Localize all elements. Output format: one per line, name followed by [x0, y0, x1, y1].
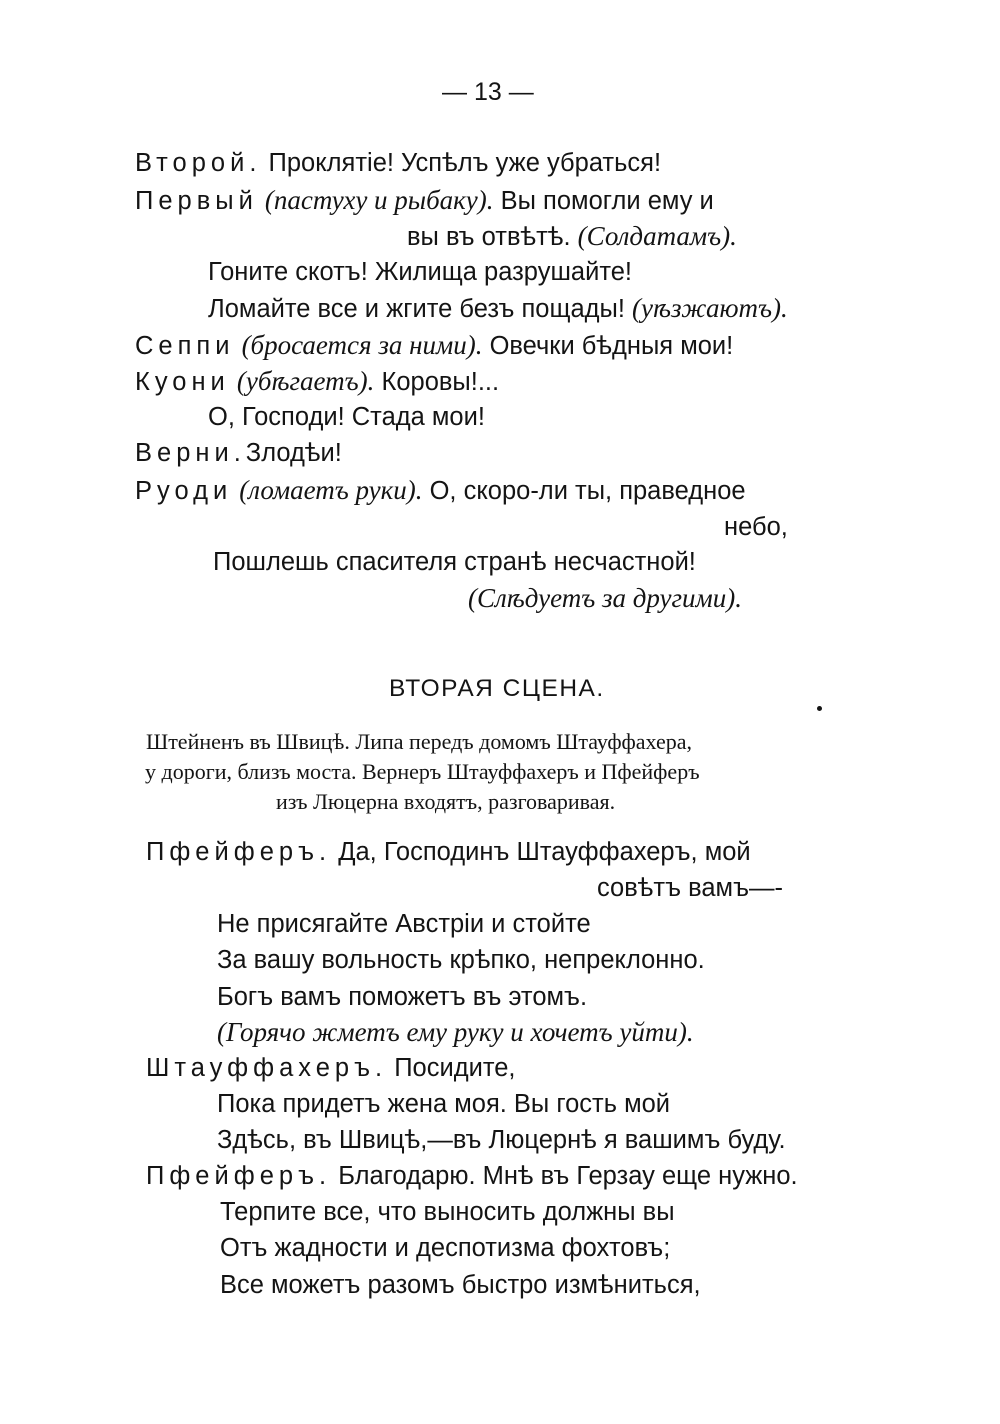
verse-line — [146, 837, 751, 867]
speaker-name: Пфейферъ. — [146, 1162, 332, 1190]
verse-text: Проклятіе! Успѣлъ уже убраться! — [268, 149, 662, 177]
verse-line: Богъ вамъ поможетъ въ этомъ. — [217, 983, 588, 1011]
verse-line: небо, — [724, 513, 788, 541]
verse-text: Посидите, — [394, 1054, 516, 1082]
stage-direction: (ломаетъ руки). — [239, 475, 423, 505]
stage-direction: (бросается за ними). — [241, 330, 483, 360]
speaker-name: Пфейферъ. — [146, 838, 332, 866]
speaker-name: Штауффахеръ. — [146, 1054, 388, 1082]
verse-line — [407, 221, 737, 252]
page-number: — 13 — — [442, 78, 534, 106]
speaker-name: Второй. — [135, 149, 262, 177]
verse-line: О, Господи! Стада мои! — [208, 403, 485, 431]
verse-line — [135, 366, 499, 397]
verse-text: Ломайте все и жгите безъ пощады! — [208, 295, 625, 323]
verse-line: Здѣсь, въ Швицѣ,—въ Люцернѣ я вашимъ буду. — [217, 1126, 786, 1154]
speaker-name: Руоди — [135, 477, 233, 505]
speaker-name: Сеппи — [135, 332, 235, 360]
verse-line — [135, 148, 661, 178]
verse-text: Овечки бѣдныя мои! — [489, 332, 734, 360]
speaker-name: Верни. — [135, 439, 246, 467]
verse-text: Коровы!... — [381, 368, 500, 396]
verse-line: Гоните скотъ! Жилища разрушайте! — [208, 258, 632, 286]
stage-direction: (пастуху и рыбаку). — [264, 185, 494, 215]
verse-text: вы въ отвѣтѣ. — [407, 223, 571, 251]
scene-direction-line: изъ Люцерна входятъ, разговаривая. — [276, 789, 616, 814]
stage-direction: (Слѣдуетъ за другими). — [468, 583, 743, 613]
verse-line: Терпите все, что выносить должны вы — [220, 1198, 675, 1226]
ink-dot — [817, 706, 822, 711]
scene-direction-line: у дороги, близъ моста. Вернеръ Штауффахеръ и Пфейферъ — [145, 759, 700, 784]
speaker-name: Куони — [135, 368, 230, 396]
verse-line — [135, 185, 714, 216]
verse-line: Пока придетъ жена моя. Вы гость мой — [217, 1090, 671, 1118]
verse-text: Благодарю. Мнѣ въ Герзау еще нужно. — [338, 1162, 798, 1190]
verse-text: Вы помогли ему и — [500, 187, 714, 215]
verse-line — [135, 438, 342, 468]
verse-text: О, скоро-ли ты, праведное — [429, 477, 746, 505]
stage-direction: (уѣзжаютъ). — [632, 293, 788, 323]
verse-line — [208, 293, 788, 324]
scene-heading: ВТОРАЯ СЦЕНА. — [389, 675, 605, 702]
verse-line: Пошлешь спасителя странѣ несчастной! — [213, 548, 696, 576]
verse-line: Не присягайте Австріи и стойте — [217, 910, 591, 938]
verse-line: За вашу вольность крѣпко, непреклонно. — [217, 946, 705, 974]
verse-text: Да, Господинъ Штауффахеръ, мой — [338, 838, 751, 866]
verse-text: Злодѣи! — [245, 439, 342, 467]
scene-direction-line: Штейненъ въ Швицѣ. Липа передъ домомъ Штауффахера, — [146, 729, 693, 754]
speaker-name: Первый — [135, 187, 258, 215]
verse-line: Отъ жадности и деспотизма фохтовъ; — [220, 1234, 671, 1262]
verse-line — [146, 1053, 516, 1083]
stage-direction: (убѣгаетъ). — [236, 366, 375, 396]
stage-direction: (Солдатамъ). — [577, 221, 737, 251]
verse-line: Все можетъ разомъ быстро измѣниться, — [220, 1271, 701, 1299]
verse-line — [146, 1161, 798, 1191]
verse-line — [135, 475, 746, 506]
stage-direction: (Горячо жметъ ему руку и хочетъ уйти). — [217, 1017, 694, 1047]
verse-line: совѣтъ вамъ—- — [597, 874, 783, 902]
verse-line — [135, 330, 733, 361]
